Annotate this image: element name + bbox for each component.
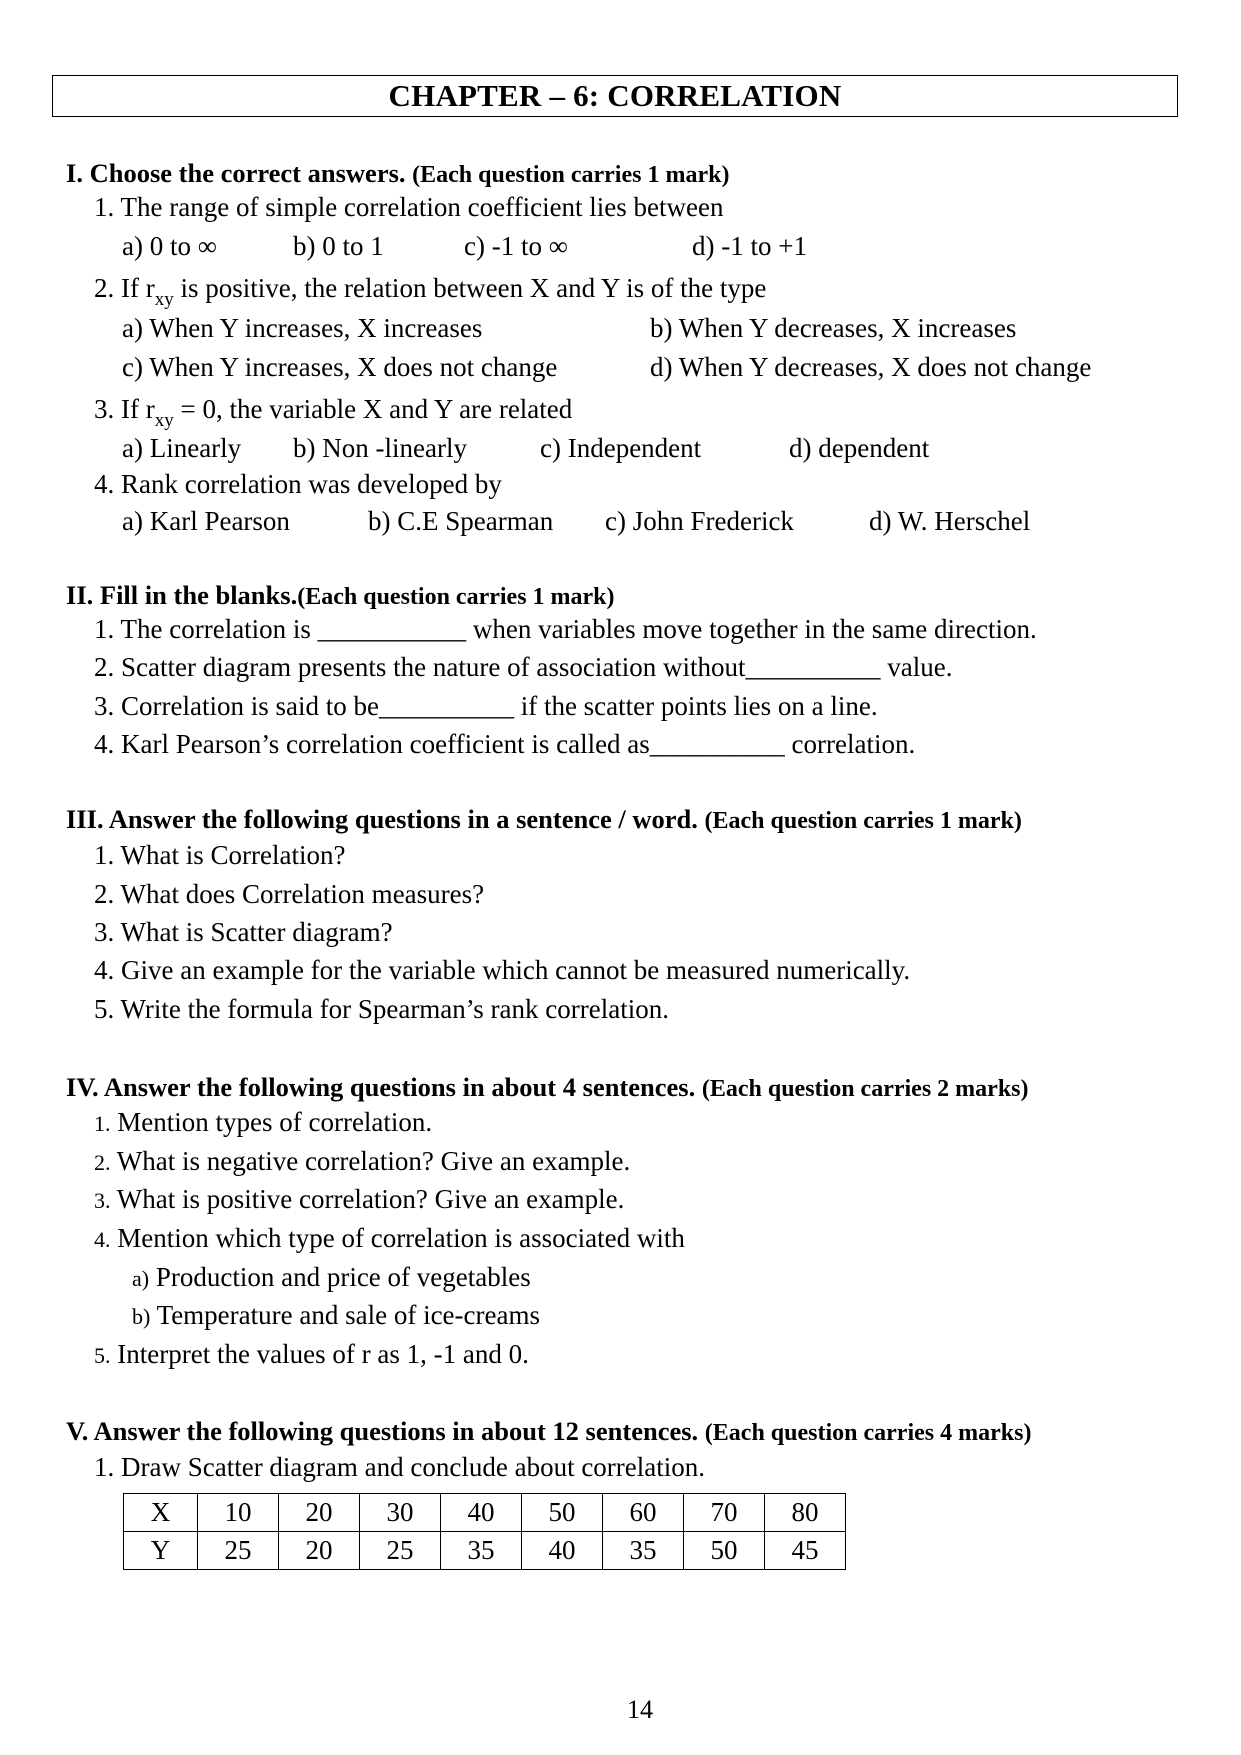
y-cell: 35 xyxy=(603,1532,684,1570)
short-q-4: 4. Give an example for the variable which cannot be measured numerically. xyxy=(94,955,911,985)
x-cell: 80 xyxy=(765,1494,846,1532)
x-cell: 20 xyxy=(279,1494,360,1532)
q1-4-text: 4. Rank correlation was developed by xyxy=(94,469,502,499)
q1-2-option-c: c) When Y increases, X does not change xyxy=(122,352,558,382)
q1-3-sub: xy xyxy=(154,410,174,431)
four-sentence-q-3-text: What is positive correlation? Give an example. xyxy=(110,1184,625,1214)
four-sentence-q-4-text: Mention which type of correlation is associated with xyxy=(110,1223,685,1253)
section-1-marks: (Each question carries 1 mark) xyxy=(412,162,730,188)
section-4-title: IV. Answer the following questions in about 4 sentences. xyxy=(66,1072,696,1102)
section-4-marks: (Each question carries 2 marks) xyxy=(701,1076,1029,1102)
x-cell: 40 xyxy=(441,1494,522,1532)
q1-1-option-b: b) 0 to 1 xyxy=(293,231,384,261)
y-cell: 25 xyxy=(360,1532,441,1570)
section-1-heading xyxy=(66,157,729,191)
q1-2-pre: 2. If r xyxy=(94,273,155,303)
y-cell: 50 xyxy=(684,1532,765,1570)
sub-a-text: Production and price of vegetables xyxy=(149,1262,531,1292)
short-q-1: 1. What is Correlation? xyxy=(94,840,346,870)
q1-2-sub: xy xyxy=(154,289,174,310)
fill-blank-4: 4. Karl Pearson’s correlation coefficient is called as__________ correlation. xyxy=(94,729,916,759)
y-cell: 40 xyxy=(522,1532,603,1570)
q1-4-option-b: b) C.E Spearman xyxy=(368,506,554,536)
section-3-title: III. Answer the following questions in a sentence / word. xyxy=(66,804,698,834)
section-5-marks: (Each question carries 4 marks) xyxy=(704,1420,1032,1446)
y-cell: 25 xyxy=(198,1532,279,1570)
q1-2-option-d: d) When Y decreases, X does not change xyxy=(650,352,1092,382)
y-label-cell: Y xyxy=(124,1532,198,1570)
fill-blank-2: 2. Scatter diagram presents the nature of association without__________ value. xyxy=(94,652,953,682)
page-number: 14 xyxy=(627,1695,653,1724)
q1-4-option-d: d) W. Herschel xyxy=(869,506,1031,536)
q1-4-option-c: c) John Frederick xyxy=(605,506,794,536)
q1-1-text: 1. The range of simple correlation coefficient lies between xyxy=(94,192,724,222)
q1-3-post: = 0, the variable X and Y are related xyxy=(173,394,573,424)
section-4-heading xyxy=(66,1071,1029,1105)
four-sentence-q-5-num: 5. xyxy=(94,1343,111,1368)
q1-2-post: is positive, the relation between X and Y is of the type xyxy=(173,273,767,303)
section-2-marks: (Each question carries 1 mark) xyxy=(297,584,615,610)
table-row-y xyxy=(124,1532,846,1570)
four-sentence-q-4-sub-b xyxy=(132,1299,540,1333)
y-cell: 35 xyxy=(441,1532,522,1570)
four-sentence-q-4-num: 4. xyxy=(94,1227,111,1252)
short-q-3: 3. What is Scatter diagram? xyxy=(94,917,393,947)
four-sentence-q-5-text: Interpret the values of r as 1, -1 and 0. xyxy=(110,1339,529,1369)
four-sentence-q-1-text: Mention types of correlation. xyxy=(110,1107,433,1137)
short-q-2: 2. What does Correlation measures? xyxy=(94,879,485,909)
chapter-title: CHAPTER – 6: CORRELATION xyxy=(388,78,842,113)
table-row-x xyxy=(124,1494,846,1532)
x-label-cell: X xyxy=(124,1494,198,1532)
sub-b-text: Temperature and sale of ice-creams xyxy=(150,1300,540,1330)
four-sentence-q-2-num: 2. xyxy=(94,1150,111,1175)
q1-1-option-c: c) -1 to ∞ xyxy=(464,231,568,261)
section-2-title: II. Fill in the blanks. xyxy=(66,580,298,610)
q1-2-text xyxy=(94,272,766,308)
four-sentence-q-3-num: 3. xyxy=(94,1188,111,1213)
q1-3-option-b: b) Non -linearly xyxy=(293,433,467,463)
four-sentence-q-2-text: What is negative correlation? Give an example. xyxy=(110,1146,631,1176)
q1-3-pre: 3. If r xyxy=(94,394,155,424)
q1-3-option-a: a) Linearly xyxy=(122,433,242,463)
y-cell: 20 xyxy=(279,1532,360,1570)
four-sentence-q-3 xyxy=(94,1183,624,1217)
chapter-title-box xyxy=(52,75,1178,117)
q1-1-option-d: d) -1 to +1 xyxy=(692,231,807,261)
q1-4-option-a: a) Karl Pearson xyxy=(122,506,290,536)
four-sentence-q-5 xyxy=(94,1338,529,1372)
q1-3-option-c: c) Independent xyxy=(540,433,702,463)
sub-b-label: b) xyxy=(132,1304,151,1329)
x-cell: 50 xyxy=(522,1494,603,1532)
x-cell: 30 xyxy=(360,1494,441,1532)
fill-blank-1: 1. The correlation is ___________ when variables move together in the same direction. xyxy=(94,614,1037,644)
short-q-5: 5. Write the formula for Spearman’s rank correlation. xyxy=(94,994,669,1024)
section-2-heading xyxy=(66,579,615,613)
q1-1-option-a: a) 0 to ∞ xyxy=(122,231,217,261)
section-3-heading xyxy=(66,803,1022,837)
four-sentence-q-4 xyxy=(94,1222,685,1256)
four-sentence-q-2 xyxy=(94,1145,630,1179)
x-cell: 10 xyxy=(198,1494,279,1532)
q1-3-text xyxy=(94,393,572,429)
x-cell: 60 xyxy=(603,1494,684,1532)
q1-3-option-d: d) dependent xyxy=(789,433,930,463)
section-1-title: I. Choose the correct answers. xyxy=(66,158,406,188)
q1-2-option-b: b) When Y decreases, X increases xyxy=(650,313,1017,343)
x-cell: 70 xyxy=(684,1494,765,1532)
section-3-marks: (Each question carries 1 mark) xyxy=(704,808,1022,834)
y-cell: 45 xyxy=(765,1532,846,1570)
q1-2-option-a: a) When Y increases, X increases xyxy=(122,313,483,343)
four-sentence-q-4-sub-a xyxy=(132,1261,531,1295)
four-sentence-q-1-num: 1. xyxy=(94,1111,111,1136)
section-5-title: V. Answer the following questions in about 12 sentences. xyxy=(66,1416,699,1446)
section-5-heading xyxy=(66,1415,1031,1449)
sub-a-label: a) xyxy=(132,1266,150,1291)
four-sentence-q-1 xyxy=(94,1106,432,1140)
xy-data-table xyxy=(123,1493,846,1570)
long-q-1: 1. Draw Scatter diagram and conclude about correlation. xyxy=(94,1452,706,1482)
fill-blank-3: 3. Correlation is said to be__________ if the scatter points lies on a line. xyxy=(94,691,878,721)
